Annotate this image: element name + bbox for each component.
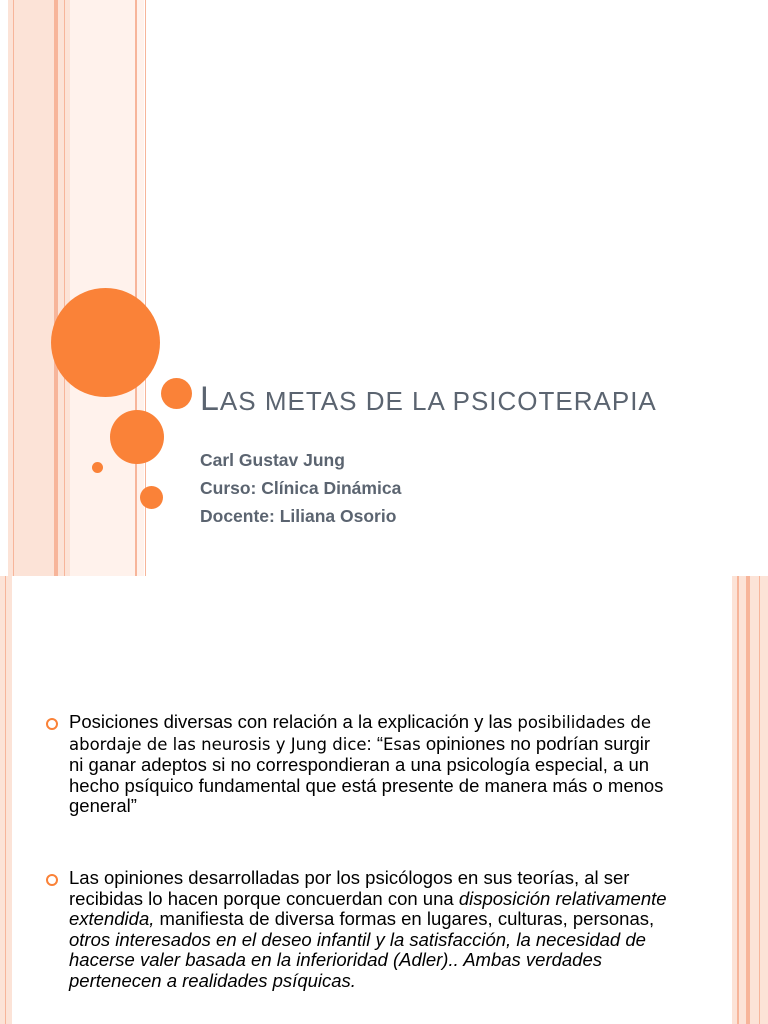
slide-title xyxy=(200,380,760,419)
subtitle-teacher: Docente: Liliana Osorio xyxy=(200,506,397,526)
title-first-letter: L xyxy=(200,380,220,418)
text-segment: manifiesta de diversa formas en lugares, culturas, personas, xyxy=(154,908,655,929)
text-segment: : “ xyxy=(366,732,383,754)
medium-circle-icon xyxy=(110,410,164,464)
text-segment: Las opiniones desarrolladas por los psicólogos en sus teorías, al ser recibidas lo hacen porque concuerdan con una xyxy=(69,867,630,909)
bullet-ring-icon xyxy=(46,874,58,886)
tiny-circle-icon xyxy=(92,462,103,473)
bullet-paragraph-2 xyxy=(69,868,669,991)
text-segment: Esas xyxy=(383,734,421,754)
left-decor-band xyxy=(0,576,12,1024)
decor-line xyxy=(13,0,14,576)
decor-line xyxy=(759,576,760,1024)
text-segment: disposición relativamente extendida, xyxy=(69,887,667,929)
text-segment: opiniones no podrían surgir ni ganar adeptos si no correspondieran a una psicología especial, a un hecho psíquico fundamental que está presente de manera más o menos general” xyxy=(69,732,664,816)
content-slide xyxy=(0,576,768,1024)
decor-line xyxy=(5,576,6,1024)
small-circle-icon xyxy=(161,378,192,409)
title-rest: AS METAS DE LA PSICOTERAPIA xyxy=(219,386,657,416)
decor-line xyxy=(54,0,58,576)
text-segment: posibilidades de abordaje de las neurosis y Jung dice xyxy=(69,713,651,754)
decor-line xyxy=(737,576,739,1024)
decor-line xyxy=(746,576,750,1024)
decor-line xyxy=(64,0,65,576)
subtitle-author: Carl Gustav Jung xyxy=(200,450,345,470)
bullet-ring-icon xyxy=(46,718,58,730)
left-decor-band xyxy=(8,0,70,576)
text-segment: Posiciones diversas con relación a la explicación y las xyxy=(69,711,518,732)
small-circle-icon xyxy=(140,486,163,509)
bullet-paragraph-1 xyxy=(69,712,669,817)
large-circle-icon xyxy=(51,288,160,397)
subtitle-course: Curso: Clínica Dinámica xyxy=(200,478,402,498)
decor-line xyxy=(135,0,137,576)
text-segment: otros interesados en el deseo infantil y la satisfacción, la necesidad de hacerse valer basada en la inferioridad (Adler).. Ambas verdades pertenecen a realidades psíquicas. xyxy=(69,928,646,991)
